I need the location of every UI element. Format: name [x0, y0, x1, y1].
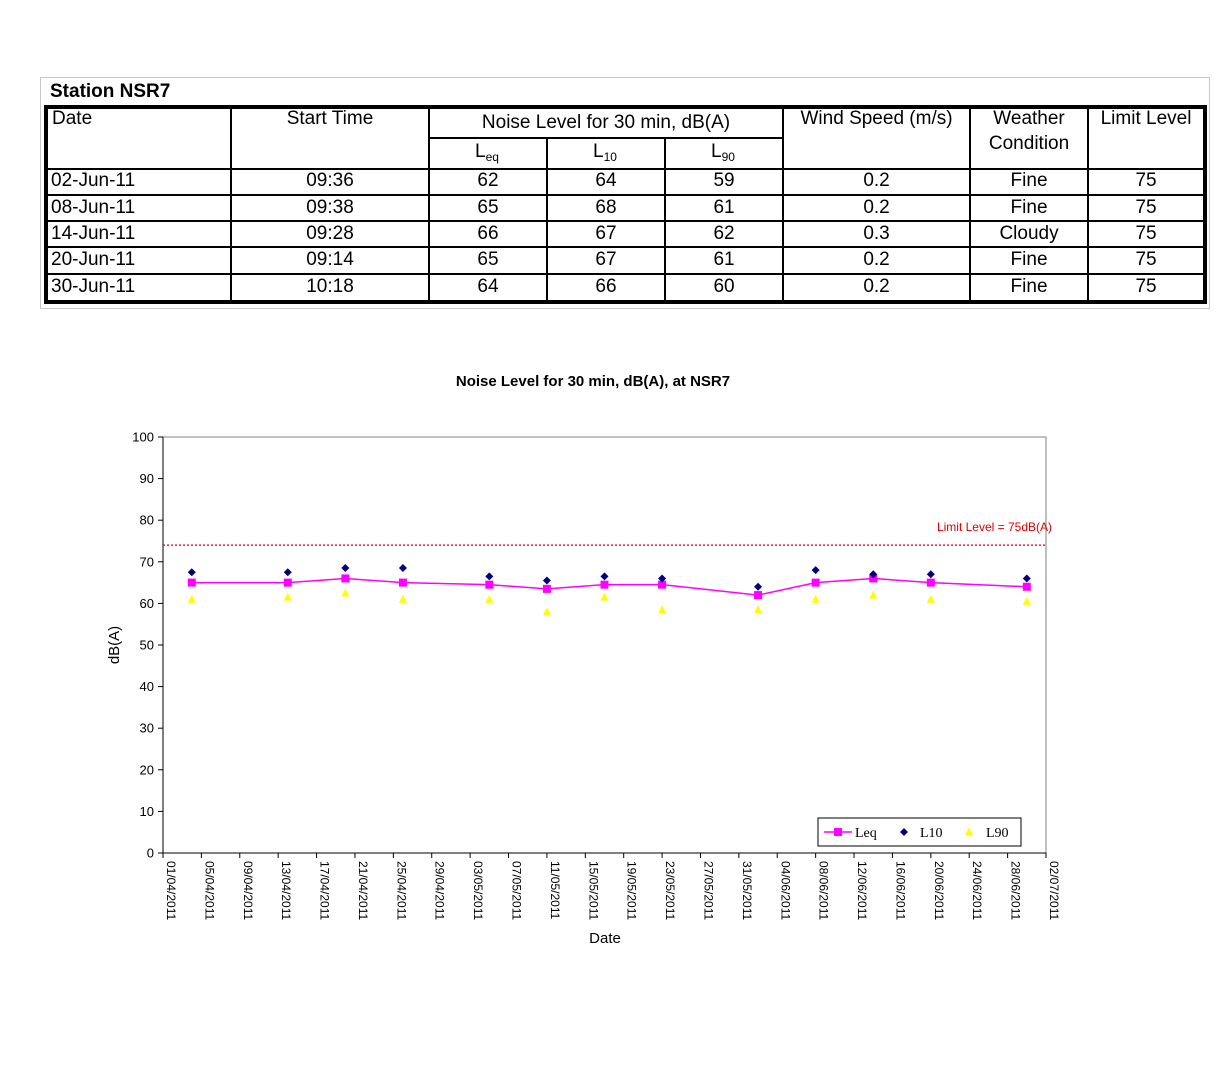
cell-date: 30-Jun-11 — [48, 274, 231, 300]
cell-weather: Fine — [970, 274, 1088, 300]
cell-l90: 61 — [665, 195, 783, 221]
cell-date: 08-Jun-11 — [48, 195, 231, 221]
limit-label: Limit Level = 75dB(A) — [936, 520, 1052, 535]
cell-l90: 61 — [665, 247, 783, 273]
table-row — [48, 195, 1203, 221]
cell-date: 20-Jun-11 — [48, 247, 231, 273]
legend-l10-label: L10 — [920, 826, 943, 841]
x-tick-label: 27/05/2011 — [701, 861, 716, 921]
x-tick-label: 28/06/2011 — [1008, 861, 1023, 921]
cell-start-time: 09:14 — [231, 247, 429, 273]
cell-weather: Cloudy — [970, 221, 1088, 247]
cell-date: 14-Jun-11 — [48, 221, 231, 247]
point-leq — [1023, 583, 1031, 591]
point-leq — [284, 579, 292, 587]
cell-l10: 68 — [547, 195, 665, 221]
header-start-time: Start Time — [231, 109, 429, 169]
cell-l90: 60 — [665, 274, 783, 300]
y-tick-label: 20 — [139, 762, 154, 778]
header-weather-condition — [970, 109, 1088, 169]
cell-leq: 62 — [429, 169, 547, 195]
station-table-panel — [40, 77, 1210, 309]
x-tick-label: 02/07/2011 — [1047, 861, 1061, 921]
point-leq — [485, 581, 493, 589]
header-wind-speed: Wind Speed (m/s) — [783, 109, 970, 169]
x-tick-label: 01/04/2011 — [164, 861, 178, 921]
plot-area — [163, 437, 1046, 853]
cell-weather: Fine — [970, 169, 1088, 195]
x-tick-label: 31/05/2011 — [739, 861, 754, 921]
x-tick-label: 25/04/2011 — [394, 861, 409, 921]
x-tick-label: 20/06/2011 — [931, 861, 946, 921]
y-tick-label: 60 — [139, 595, 154, 611]
legend-leq-marker — [834, 828, 842, 836]
point-leq — [601, 581, 609, 589]
cell-wind: 0.2 — [783, 169, 970, 195]
cell-wind: 0.2 — [783, 247, 970, 273]
cell-start-time: 09:36 — [231, 169, 429, 195]
x-tick-label: 23/05/2011 — [663, 861, 678, 921]
point-leq — [341, 574, 349, 582]
cell-limit: 75 — [1088, 247, 1203, 273]
header-l10-main: L — [593, 141, 604, 163]
table-row — [48, 274, 1203, 300]
point-leq — [812, 579, 820, 587]
header-l90-main: L — [711, 141, 722, 163]
cell-l90: 59 — [665, 169, 783, 195]
y-tick-label: 0 — [146, 845, 154, 861]
x-tick-label: 07/05/2011 — [509, 861, 524, 921]
x-tick-label: 24/06/2011 — [970, 861, 985, 921]
cell-limit: 75 — [1088, 221, 1203, 247]
x-tick-label: 17/04/2011 — [317, 861, 332, 921]
y-tick-label: 90 — [139, 471, 154, 487]
header-leq — [429, 138, 547, 168]
y-tick-label: 100 — [132, 429, 154, 445]
x-tick-label: 05/04/2011 — [202, 861, 217, 921]
point-leq — [543, 585, 551, 593]
header-leq-main: L — [475, 141, 486, 163]
y-tick-label: 30 — [139, 720, 154, 736]
header-date: Date — [48, 109, 231, 169]
point-leq — [754, 591, 762, 599]
y-tick-label: 40 — [139, 679, 154, 695]
table-row — [48, 221, 1203, 247]
x-tick-label: 08/06/2011 — [816, 861, 831, 921]
header-weather-line2: Condition — [988, 132, 1070, 154]
x-axis-title: Date — [589, 930, 621, 947]
x-tick-label: 29/04/2011 — [432, 861, 447, 921]
table-row — [48, 169, 1203, 195]
header-limit-level: Limit Level — [1088, 109, 1203, 169]
x-tick-label: 21/04/2011 — [355, 861, 370, 921]
y-axis-title: dB(A) — [106, 625, 123, 665]
station-title: Station NSR7 — [50, 81, 171, 102]
x-tick-label: 13/04/2011 — [279, 861, 294, 921]
noise-data-table-box — [44, 105, 1207, 304]
x-tick-label: 09/04/2011 — [240, 861, 255, 921]
header-noise-level: Noise Level for 30 min, dB(A) — [429, 109, 783, 138]
cell-l10: 67 — [547, 221, 665, 247]
y-tick-label: 70 — [139, 554, 154, 570]
x-tick-label: 15/05/2011 — [586, 861, 601, 921]
x-tick-label: 04/06/2011 — [778, 861, 793, 921]
cell-l90: 62 — [665, 221, 783, 247]
cell-l10: 67 — [547, 247, 665, 273]
cell-leq: 66 — [429, 221, 547, 247]
cell-start-time: 10:18 — [231, 274, 429, 300]
cell-limit: 75 — [1088, 169, 1203, 195]
point-leq — [927, 579, 935, 587]
cell-l10: 66 — [547, 274, 665, 300]
cell-limit: 75 — [1088, 195, 1203, 221]
x-tick-label: 11/05/2011 — [547, 861, 562, 920]
header-l10 — [547, 138, 665, 168]
header-weather-line1: Weather — [993, 109, 1065, 129]
header-l10-sub: 10 — [603, 150, 617, 165]
cell-limit: 75 — [1088, 274, 1203, 300]
header-leq-sub: eq — [485, 150, 499, 165]
legend-leq-label: Leq — [855, 826, 877, 841]
cell-weather: Fine — [970, 247, 1088, 273]
noise-data-table — [48, 109, 1203, 300]
y-tick-label: 80 — [139, 512, 154, 528]
x-tick-label: 03/05/2011 — [471, 861, 486, 921]
cell-start-time: 09:38 — [231, 195, 429, 221]
cell-start-time: 09:28 — [231, 221, 429, 247]
cell-wind: 0.2 — [783, 195, 970, 221]
point-leq — [188, 579, 196, 587]
cell-leq: 64 — [429, 274, 547, 300]
chart-title: Noise Level for 30 min, dB(A), at NSR7 — [455, 373, 731, 390]
x-tick-label: 12/06/2011 — [855, 861, 870, 921]
y-tick-label: 10 — [139, 803, 154, 819]
cell-leq: 65 — [429, 195, 547, 221]
cell-weather: Fine — [970, 195, 1088, 221]
header-l90 — [665, 138, 783, 168]
y-tick-label: 50 — [139, 637, 154, 653]
cell-date: 02-Jun-11 — [48, 169, 231, 195]
x-tick-label: 16/06/2011 — [893, 861, 908, 921]
cell-l10: 64 — [547, 169, 665, 195]
header-l90-sub: 90 — [721, 150, 735, 165]
legend-l90-label: L90 — [986, 826, 1009, 841]
table-row — [48, 247, 1203, 273]
cell-leq: 65 — [429, 247, 547, 273]
point-leq — [399, 579, 407, 587]
legend — [818, 818, 1021, 846]
cell-wind: 0.2 — [783, 274, 970, 300]
noise-level-chart — [0, 400, 1218, 960]
cell-wind: 0.3 — [783, 221, 970, 247]
x-tick-label: 19/05/2011 — [624, 861, 639, 921]
